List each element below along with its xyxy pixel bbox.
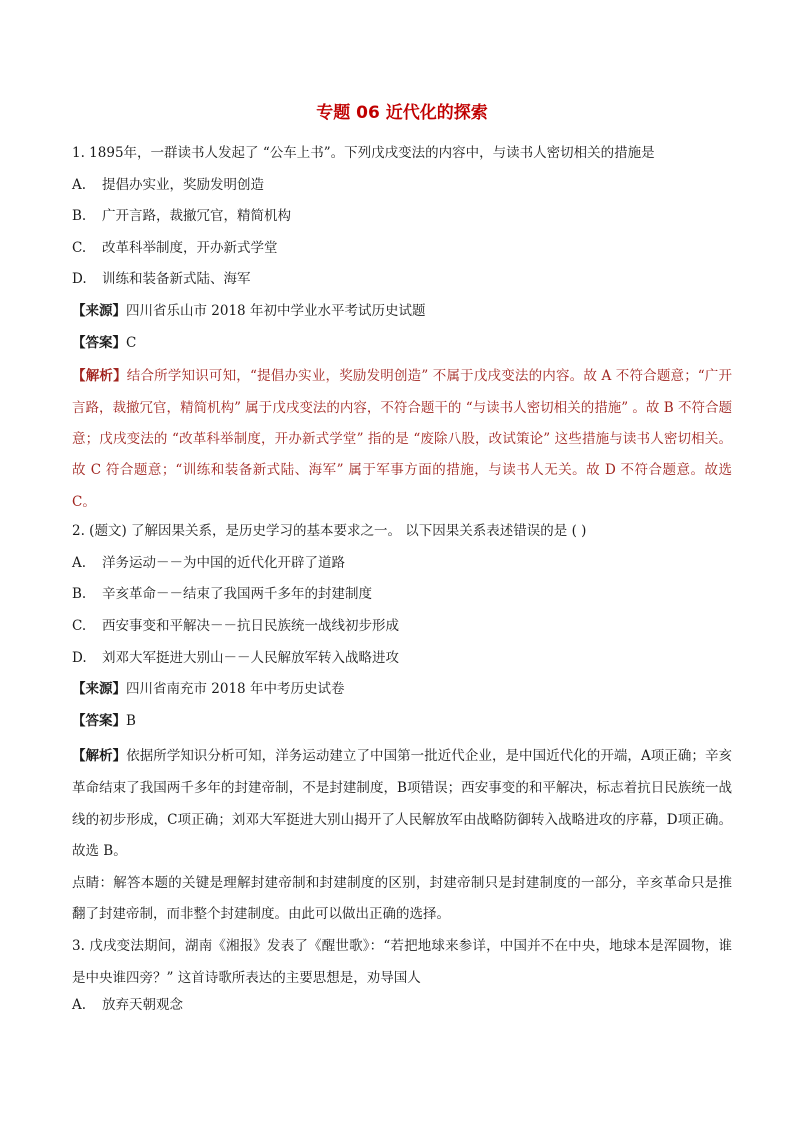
q2-option-d-letter: D. — [72, 649, 87, 666]
q1-option-d-text: 训练和装备新式陆、海军 — [102, 271, 251, 288]
q2-option-d — [72, 647, 732, 669]
q1-option-a-letter: A. — [72, 176, 87, 193]
q2-source-text: 四川省南充市 2018 年中考历史试卷 — [126, 681, 345, 698]
q1-option-a — [72, 174, 732, 196]
q1-option-b-letter: B. — [72, 208, 87, 225]
q2-stem: 2. (题文) 了解因果关系，是历史学习的基本要求之一。 以下因果关系表述错误的是 ( ) — [72, 523, 587, 540]
q2-source-label: 【来源】 — [72, 681, 126, 698]
q1-answer-label: 【答案】 — [72, 334, 126, 351]
q1-option-d-letter: D. — [72, 271, 87, 288]
q2-answer-text: B — [126, 712, 136, 729]
q2-option-c — [72, 615, 732, 637]
q1-source — [72, 300, 732, 322]
q1-stem: 1. 1895年，一群读书人发起了 “公车上书”。下列戊戌变法的内容中，与读书人密切相关的措施是 — [72, 145, 655, 161]
q3-stem: 3. 戊戌变法期间，湖南《湘报》发表了《醒世歌》：“若把地球来参详，中国并不在中央，地球本是浑圆物，谁是中央谁四旁？” 这首诗歌所表达的主要思想是，劝导国人 — [72, 937, 732, 986]
q1-option-a-text: 提倡办实业，奖励发明创造 — [102, 176, 264, 193]
q1-answer-text: C — [126, 334, 137, 351]
q2-option-a-letter: A. — [72, 554, 87, 571]
q2-option-a-text: 洋务运动－－为中国的近代化开辟了道路 — [102, 554, 345, 571]
q1-option-b-text: 广开言路，裁撤冗官，精简机构 — [102, 208, 291, 225]
q2-source — [72, 678, 732, 700]
q2-answer — [72, 710, 732, 732]
q3-option-a — [72, 994, 732, 1016]
q1-analysis-text: 结合所学知识可知，“提倡办实业，奖励发明创造” 不属于戊戌变法的内容。故 A 不符合题意；“广开言路，裁撤冗官，精简机构” 属于戊戌变法的内容，不符合题干的 “与读书人密切相关的措施” 。故 B 不符合题意；戊戌变法的 “改革科举制度，开办新式学堂” 指的是 “废除八股，改试策论” 这些措施与读书人密切相关。故 C 符合题意；“训练和装备新式陆、海军” 属于军事方面的措施，与读书人无关。故 D 不符合题意。故选 C。 — [72, 368, 732, 510]
q1-source-label: 【来源】 — [72, 302, 126, 319]
document-page — [72, 100, 732, 1026]
q2-option-c-text: 西安事变和平解决－－抗日民族统一战线初步形成 — [102, 617, 399, 634]
q2-analysis — [72, 741, 732, 867]
q1-option-c-text: 改革科举制度，开办新式学堂 — [102, 239, 278, 256]
q2-option-c-letter: C. — [72, 617, 87, 634]
q1-option-c — [72, 237, 732, 259]
q2-option-a — [72, 552, 732, 574]
q1-source-text: 四川省乐山市 2018 年初中学业水平考试历史试题 — [126, 302, 426, 319]
q2-tip: 点睛：解答本题的关键是理解封建帝制和封建制度的区别，封建帝制只是封建制度的一部分，辛亥革命只是推翻了封建帝制，而非整个封建制度。由此可以做出正确的选择。 — [72, 874, 732, 923]
q1-analysis — [72, 361, 732, 518]
q2-answer-label: 【答案】 — [72, 712, 126, 729]
q1-analysis-label: 【解析】 — [72, 368, 127, 385]
q1-option-b — [72, 205, 732, 227]
q2-option-b-letter: B. — [72, 586, 87, 603]
page-title: 专题 06 近代化的探索 — [316, 103, 488, 123]
q2-analysis-text: 依据所学知识分析可知，洋务运动建立了中国第一批近代企业，是中国近代化的开端，A项正确；辛亥革命结束了我国两千多年的封建帝制，不是封建制度，B项错误；西安事变的和平解决，标志着抗日民族统一战线的初步形成，C项正确；刘邓大军挺进大别山揭开了人民解放军由战略防御转入战略进攻的序幕，D项正确。故选 B。 — [72, 748, 732, 860]
q2-analysis-label: 【解析】 — [72, 748, 127, 765]
q1-option-c-letter: C. — [72, 239, 87, 256]
q1-answer — [72, 332, 732, 354]
q3-option-a-letter: A. — [72, 997, 87, 1014]
q2-option-b — [72, 583, 732, 605]
q3-option-a-text: 放弃天朝观念 — [102, 997, 183, 1014]
q2-option-b-text: 辛亥革命－－结束了我国两千多年的封建制度 — [102, 586, 372, 603]
q1-option-d — [72, 268, 732, 290]
q2-option-d-text: 刘邓大军挺进大别山－－人民解放军转入战略进攻 — [102, 649, 399, 666]
